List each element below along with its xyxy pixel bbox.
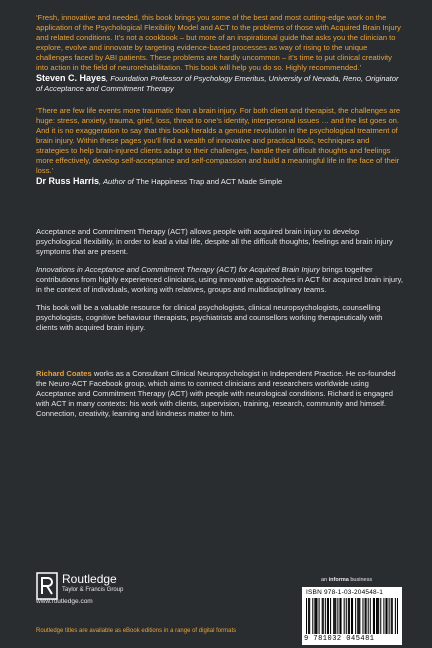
- publisher-footer: [0, 560, 432, 648]
- informa-prefix: an: [321, 577, 329, 583]
- cover-text: [36, 13, 404, 427]
- routledge-logo-icon: [36, 572, 58, 600]
- publisher-url: www.routledge.com: [36, 598, 93, 605]
- spacer: [36, 199, 404, 227]
- endorsement-attribution-harris: [36, 176, 404, 187]
- barcode-icon: [306, 598, 398, 634]
- informa-suffix: business: [348, 577, 373, 583]
- informa-tagline: [321, 577, 372, 583]
- description-text: brings together contributions from highly experienced clinicians, using innovative approaches in ACT for acquired brain injury, in the context of individuals, working with relatives, groups and multidisciplinary teams.: [36, 265, 403, 294]
- isbn-digits: 9 781032 045481: [304, 635, 375, 643]
- endorser-title: , Foundation Professor of Psychology Emeritus, University of Nevada, Reno, Originator of Acceptance and Commitment Therapy: [36, 74, 399, 93]
- author-name: Richard Coates: [36, 369, 92, 378]
- author-bio-text: works as a Consultant Clinical Neuropsychologist in Independent Practice. He co-founded the Neuro-ACT Facebook group, which aims to connect clinicians and researchers worldwide using Acceptance and Commitment Therapy (ACT) with people with neurological conditions. Richard is engaged with ACT in many contexts: his work with clients, supervision, training, research, community and himself. Connection, creativity, learning and kindness matter to him.: [36, 369, 396, 418]
- ebook-note: Routledge titles are available as eBook editions in a range of digital formats: [36, 628, 237, 634]
- author-bio: [36, 369, 404, 419]
- description-paragraph: Acceptance and Commitment Therapy (ACT) allows people with acquired brain injury to develop psychological flexibility, in order to lead a vital life, despite all the difficult thoughts, feelings and brain injury symptoms that are present.: [36, 227, 393, 256]
- isbn-barcode: [302, 587, 402, 645]
- description-paragraph: [36, 265, 404, 295]
- spacer: [36, 341, 404, 369]
- endorser-title-prefix: , Author of: [99, 177, 136, 186]
- endorsement-attribution-hayes: [36, 73, 404, 94]
- publisher-name: Routledge: [62, 572, 117, 586]
- description-paragraph: This book will be a valuable resource for clinical psychologists, clinical neuropsychologists, counselling psychologists, cognitive behaviour therapists, psychiatrists and counsellors working therapeutically with clients with acquired brain injury.: [36, 303, 383, 332]
- endorser-title: The Happiness Trap and ACT Made Simple: [135, 177, 283, 186]
- book-title: Innovations in Acceptance and Commitment Therapy (ACT) for Acquired Brain Injury: [36, 265, 320, 274]
- endorser-name: Steven C. Hayes: [36, 73, 107, 83]
- isbn-label: ISBN 978-1-03-204548-1: [306, 589, 384, 596]
- endorsement-quote-harris: ‘There are few life events more traumatic than a brain injury. For both client and therapist, the challenges are huge: stress, anxiety, trauma, grief, loss, threat to one’s identity, interpersonal issues … and the list goes on. And it is no exaggeration to say that this book heralds a genuine revolution in the psychological treatment of brain injury. Within these pages you’ll find a wealth of innovative and practical tools, techniques and strategies to help brain-injured clients adapt to their challenges, handle their difficult thoughts and feelings more effectively, develop self-acceptance and self-compassion and build a meaningful life in the face of their loss.’: [36, 106, 401, 175]
- endorser-name: Dr Russ Harris: [36, 176, 100, 186]
- publisher-group: Taylor & Francis Group: [62, 587, 124, 593]
- endorsement-quote-hayes: ‘Fresh, innovative and needed, this book brings you some of the best and most cutting-edge work on the application of the Psychological Flexibility Model and ACT to the problems of those with Acquired Brain Injury and related conditions. It’s not a cookbook – but more of an inspirational guide that asks you the clinician to explore, evolve and innovate by targeting evidence-based processes as way of rising to the unique challenges faced by ABI patients. These problems are hardly uncommon – it’s time to put clinical creativity into action in the field of neurorehabilitation. This book will help you do so. Highly recommended.’: [36, 13, 401, 72]
- informa-brand: informa: [328, 577, 349, 583]
